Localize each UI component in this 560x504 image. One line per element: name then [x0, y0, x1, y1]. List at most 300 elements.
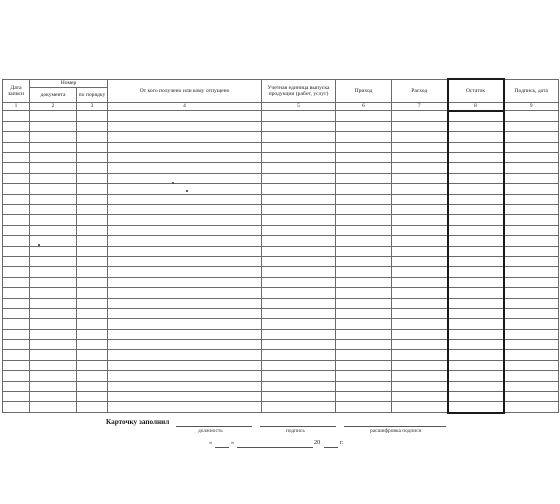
table-cell: [262, 173, 336, 183]
year-prefix: 20: [314, 439, 321, 446]
table-cell: [504, 392, 559, 402]
decoding-caption: расшифровка подписи: [370, 428, 422, 434]
table-cell: [77, 329, 108, 339]
table-cell: [448, 163, 504, 173]
table-cell: [30, 225, 77, 235]
table-cell: [108, 142, 262, 152]
table-cell: [3, 225, 30, 235]
table-cell: [108, 194, 262, 204]
table-cell: [3, 371, 30, 381]
table-cell: [3, 236, 30, 246]
table-cell: [30, 308, 77, 318]
table-cell: [336, 215, 392, 225]
table-cell: [30, 298, 77, 308]
table-cell: [30, 142, 77, 152]
table-cell: [336, 121, 392, 131]
table-cell: [77, 184, 108, 194]
table-cell: [448, 111, 504, 122]
table-cell: [108, 319, 262, 329]
table-cell: [30, 350, 77, 360]
table-cell: [336, 111, 392, 122]
table-cell: [3, 173, 30, 183]
table-cell: [392, 236, 448, 246]
table-row: [3, 308, 559, 318]
table-cell: [262, 163, 336, 173]
table-cell: [77, 153, 108, 163]
table-cell: [77, 350, 108, 360]
table-cell: [108, 298, 262, 308]
table-cell: [336, 132, 392, 142]
table-cell: [77, 392, 108, 402]
column-number: 4: [108, 102, 262, 111]
table-cell: [448, 173, 504, 183]
table-cell: [448, 340, 504, 350]
table-cell: [3, 350, 30, 360]
table-cell: [392, 142, 448, 152]
table-cell: [336, 194, 392, 204]
table-cell: [448, 392, 504, 402]
table-cell: [504, 173, 559, 183]
table-cell: [30, 194, 77, 204]
table-cell: [262, 371, 336, 381]
table-cell: [392, 277, 448, 287]
header-signature: Подпись, дата: [504, 79, 559, 102]
column-number: 6: [336, 102, 392, 111]
table-cell: [108, 246, 262, 256]
table-cell: [504, 329, 559, 339]
table-cell: [336, 288, 392, 298]
table-cell: [336, 246, 392, 256]
table-cell: [262, 392, 336, 402]
table-cell: [392, 184, 448, 194]
footer: [0, 414, 560, 464]
table-cell: [448, 194, 504, 204]
table-cell: [392, 246, 448, 256]
table-cell: [336, 142, 392, 152]
table-cell: [108, 308, 262, 318]
table-cell: [262, 402, 336, 413]
table-cell: [448, 298, 504, 308]
header-income: Приход: [336, 79, 392, 102]
table-cell: [30, 340, 77, 350]
table-cell: [77, 340, 108, 350]
column-number: 3: [77, 102, 108, 111]
table-cell: [392, 371, 448, 381]
table-cell: [448, 225, 504, 235]
table-cell: [77, 205, 108, 215]
table-cell: [392, 121, 448, 131]
table-cell: [108, 225, 262, 235]
table-cell: [3, 267, 30, 277]
table-cell: [108, 236, 262, 246]
table-cell: [392, 215, 448, 225]
table-cell: [77, 111, 108, 122]
table-cell: [77, 194, 108, 204]
table-row: [3, 184, 559, 194]
table-cell: [262, 194, 336, 204]
table-cell: [108, 215, 262, 225]
table-cell: [3, 340, 30, 350]
table-cell: [336, 184, 392, 194]
table-cell: [504, 121, 559, 131]
table-cell: [108, 256, 262, 266]
table-row: [3, 236, 559, 246]
header-balance: Остаток: [448, 79, 504, 102]
table-row: [3, 142, 559, 152]
table-row: [3, 402, 559, 413]
table-row: [3, 121, 559, 131]
table-cell: [262, 329, 336, 339]
table-cell: [392, 329, 448, 339]
table-cell: [30, 402, 77, 413]
table-cell: [448, 142, 504, 152]
table-cell: [504, 267, 559, 277]
table-cell: [108, 205, 262, 215]
table-cell: [336, 329, 392, 339]
table-cell: [3, 402, 30, 413]
table-cell: [504, 277, 559, 287]
table-cell: [3, 132, 30, 142]
table-cell: [392, 163, 448, 173]
table-cell: [504, 225, 559, 235]
table-cell: [504, 298, 559, 308]
table-cell: [30, 246, 77, 256]
table-cell: [3, 142, 30, 152]
table-cell: [448, 246, 504, 256]
table-row: [3, 298, 559, 308]
table-cell: [108, 350, 262, 360]
table-cell: [262, 142, 336, 152]
table-row: [3, 194, 559, 204]
table-row: [3, 246, 559, 256]
table-cell: [392, 132, 448, 142]
year-line: [324, 447, 338, 448]
table-cell: [336, 205, 392, 215]
table-cell: [448, 121, 504, 131]
table-cell: [262, 308, 336, 318]
table-cell: [77, 256, 108, 266]
scan-speck: [186, 190, 188, 192]
table-cell: [504, 153, 559, 163]
table-cell: [77, 319, 108, 329]
table-cell: [392, 205, 448, 215]
decoding-line: [344, 426, 446, 427]
table-cell: [77, 267, 108, 277]
table-cell: [30, 111, 77, 122]
table-row: [3, 256, 559, 266]
table-cell: [30, 184, 77, 194]
table-row: [3, 132, 559, 142]
table-cell: [77, 215, 108, 225]
table-cell: [3, 319, 30, 329]
table-cell: [504, 371, 559, 381]
table-cell: [504, 319, 559, 329]
column-numbers-row: [3, 102, 559, 111]
date-close-quote: »: [231, 439, 235, 446]
table-cell: [392, 381, 448, 391]
table-cell: [77, 236, 108, 246]
table-cell: [30, 121, 77, 131]
table-cell: [3, 392, 30, 402]
table-cell: [30, 153, 77, 163]
table-row: [3, 173, 559, 183]
table-cell: [108, 153, 262, 163]
table-cell: [336, 319, 392, 329]
table-cell: [108, 392, 262, 402]
table-cell: [336, 256, 392, 266]
table-cell: [336, 392, 392, 402]
table-cell: [448, 381, 504, 391]
table-cell: [262, 340, 336, 350]
table-cell: [336, 371, 392, 381]
table-cell: [392, 256, 448, 266]
year-suffix: г.: [340, 439, 344, 446]
table-cell: [3, 194, 30, 204]
table-cell: [392, 298, 448, 308]
table-cell: [448, 329, 504, 339]
table-cell: [77, 298, 108, 308]
table-cell: [392, 194, 448, 204]
table-cell: [504, 163, 559, 173]
table-row: [3, 277, 559, 287]
table-cell: [108, 121, 262, 131]
table-cell: [262, 132, 336, 142]
table-cell: [448, 277, 504, 287]
table-cell: [30, 277, 77, 287]
table-cell: [30, 329, 77, 339]
table-cell: [448, 350, 504, 360]
table-cell: [262, 121, 336, 131]
ledger-table: [2, 78, 559, 414]
table-row: [3, 371, 559, 381]
table-cell: [448, 205, 504, 215]
table-cell: [3, 163, 30, 173]
table-cell: [3, 153, 30, 163]
table-row: [3, 392, 559, 402]
table-cell: [77, 402, 108, 413]
table-cell: [392, 340, 448, 350]
column-number: 5: [262, 102, 336, 111]
table-cell: [77, 246, 108, 256]
month-line: [237, 447, 313, 448]
table-cell: [504, 402, 559, 413]
table-row: [3, 288, 559, 298]
table-cell: [504, 236, 559, 246]
table-cell: [77, 308, 108, 318]
table-cell: [30, 267, 77, 277]
table-cell: [77, 360, 108, 370]
table-cell: [392, 225, 448, 235]
table-cell: [3, 111, 30, 122]
table-cell: [262, 215, 336, 225]
table-cell: [504, 381, 559, 391]
table-cell: [336, 236, 392, 246]
column-number: 7: [392, 102, 448, 111]
table-cell: [504, 132, 559, 142]
table-cell: [336, 308, 392, 318]
column-number: 1: [3, 102, 30, 111]
table-cell: [3, 184, 30, 194]
table-row: [3, 360, 559, 370]
table-cell: [3, 246, 30, 256]
table-cell: [392, 360, 448, 370]
position-line: [176, 426, 252, 427]
table-cell: [77, 121, 108, 131]
table-cell: [262, 153, 336, 163]
table-cell: [77, 371, 108, 381]
table-cell: [262, 298, 336, 308]
table-cell: [504, 246, 559, 256]
table-row: [3, 267, 559, 277]
table-cell: [3, 288, 30, 298]
table-cell: [108, 381, 262, 391]
table-cell: [392, 288, 448, 298]
table-cell: [448, 215, 504, 225]
table-cell: [336, 267, 392, 277]
header-sequence-number: по порядку: [77, 87, 108, 102]
header-number-group: Номер: [30, 79, 108, 87]
table-row: [3, 215, 559, 225]
table-cell: [30, 205, 77, 215]
table-cell: [108, 360, 262, 370]
table-cell: [30, 132, 77, 142]
table-cell: [448, 132, 504, 142]
scan-speck: [38, 244, 40, 246]
table-cell: [262, 246, 336, 256]
table-cell: [392, 319, 448, 329]
table-cell: [448, 319, 504, 329]
column-number: 9: [504, 102, 559, 111]
table-cell: [108, 173, 262, 183]
table-cell: [336, 163, 392, 173]
table-cell: [77, 225, 108, 235]
column-number: 2: [30, 102, 77, 111]
header-expense: Расход: [392, 79, 448, 102]
table-cell: [448, 360, 504, 370]
table-cell: [30, 173, 77, 183]
table-cell: [336, 298, 392, 308]
table-cell: [108, 371, 262, 381]
table-cell: [504, 215, 559, 225]
date-open-quote: «: [209, 439, 213, 446]
table-cell: [262, 205, 336, 215]
table-row: [3, 153, 559, 163]
table-cell: [336, 153, 392, 163]
filled-by-label: Карточку заполнил: [106, 418, 170, 426]
table-cell: [262, 350, 336, 360]
table-cell: [262, 256, 336, 266]
table-cell: [262, 288, 336, 298]
table-cell: [3, 298, 30, 308]
table-cell: [262, 111, 336, 122]
table-cell: [336, 360, 392, 370]
table-cell: [336, 381, 392, 391]
table-cell: [108, 277, 262, 287]
table-cell: [108, 267, 262, 277]
table-cell: [262, 277, 336, 287]
table-cell: [336, 350, 392, 360]
table-cell: [3, 277, 30, 287]
table-cell: [30, 256, 77, 266]
table-cell: [108, 329, 262, 339]
table-cell: [448, 308, 504, 318]
table-cell: [77, 142, 108, 152]
table-cell: [30, 392, 77, 402]
table-cell: [3, 121, 30, 131]
table-cell: [262, 319, 336, 329]
table-cell: [448, 256, 504, 266]
table-row: [3, 340, 559, 350]
table-row: [3, 111, 559, 122]
table-cell: [504, 340, 559, 350]
table-cell: [392, 392, 448, 402]
table-cell: [262, 225, 336, 235]
table-cell: [392, 402, 448, 413]
table-cell: [108, 340, 262, 350]
table-cell: [3, 308, 30, 318]
table-cell: [504, 308, 559, 318]
table-cell: [3, 215, 30, 225]
table-cell: [504, 360, 559, 370]
table-cell: [448, 184, 504, 194]
table-cell: [448, 402, 504, 413]
table-cell: [30, 381, 77, 391]
position-caption: должность: [198, 428, 223, 434]
table-cell: [108, 184, 262, 194]
signature-caption: подпись: [286, 428, 305, 434]
table-cell: [448, 267, 504, 277]
table-row: [3, 350, 559, 360]
table-cell: [108, 288, 262, 298]
table-cell: [392, 153, 448, 163]
table-cell: [108, 132, 262, 142]
table-cell: [336, 402, 392, 413]
table-cell: [3, 329, 30, 339]
table-cell: [30, 288, 77, 298]
table-row: [3, 319, 559, 329]
table-cell: [262, 381, 336, 391]
table-cell: [448, 288, 504, 298]
table-cell: [262, 267, 336, 277]
table-cell: [77, 132, 108, 142]
table-cell: [336, 173, 392, 183]
table-cell: [336, 277, 392, 287]
table-cell: [504, 142, 559, 152]
table-cell: [262, 184, 336, 194]
header-date: Дата записи: [3, 79, 30, 102]
table-cell: [77, 173, 108, 183]
table-row: [3, 163, 559, 173]
table-cell: [77, 163, 108, 173]
table-cell: [30, 236, 77, 246]
ledger-body: [3, 102, 559, 413]
table-cell: [336, 225, 392, 235]
table-cell: [448, 371, 504, 381]
table-row: [3, 225, 559, 235]
table-cell: [262, 236, 336, 246]
table-cell: [30, 319, 77, 329]
table-cell: [504, 111, 559, 122]
table-cell: [108, 111, 262, 122]
table-cell: [392, 308, 448, 318]
table-cell: [504, 350, 559, 360]
table-cell: [448, 153, 504, 163]
table-cell: [504, 184, 559, 194]
day-line: [215, 447, 229, 448]
table-cell: [336, 340, 392, 350]
signature-line: [260, 426, 336, 427]
table-row: [3, 329, 559, 339]
